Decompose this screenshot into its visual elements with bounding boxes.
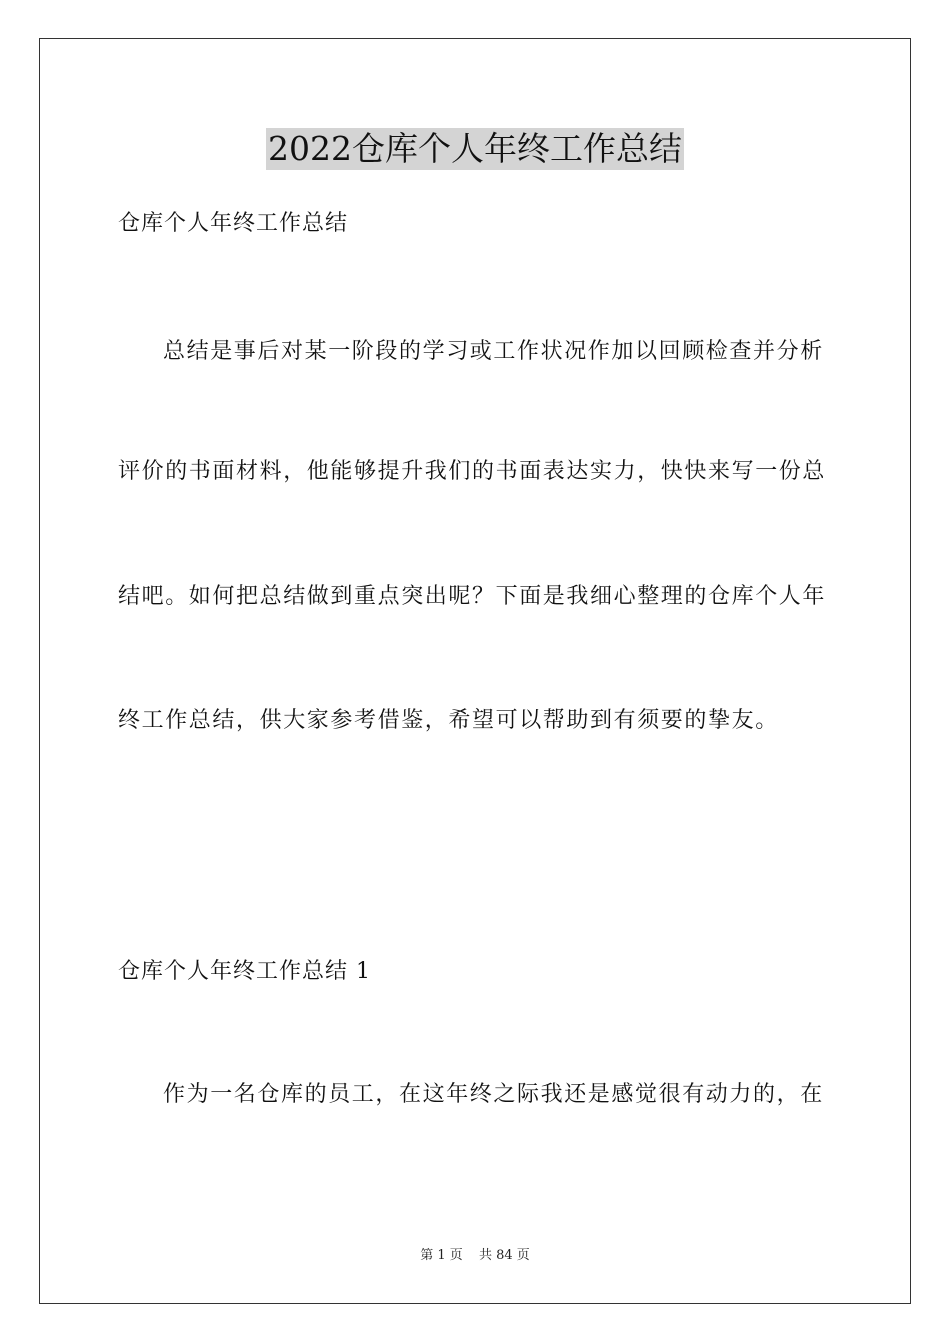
section-1-heading: 仓库个人年终工作总结 1 — [118, 959, 371, 984]
page-total: 共 84 页 — [478, 1248, 530, 1263]
intro-line-4: 终工作总结，供大家参考借鉴，希望可以帮助到有须要的挚友。 — [118, 708, 779, 733]
section-1-line-1: 作为一名仓库的员工，在这年终之际我还是感觉很有动力的，在 — [163, 1082, 824, 1107]
title-container — [0, 128, 950, 170]
page-number: 第 1 页 — [420, 1248, 463, 1263]
document-title: 2022仓库个人年终工作总结 — [268, 129, 682, 168]
intro-line-1: 总结是事后对某一阶段的学习或工作状况作加以回顾检查并分析 — [163, 339, 824, 364]
intro-line-2: 评价的书面材料，他能够提升我们的书面表达实力，快快来写一份总 — [118, 459, 827, 484]
intro-line-3: 结吧。如何把总结做到重点突出呢？下面是我细心整理的仓库个人年 — [118, 584, 827, 609]
document-subtitle: 仓库个人年终工作总结 — [118, 211, 349, 236]
page-footer — [0, 1247, 950, 1265]
